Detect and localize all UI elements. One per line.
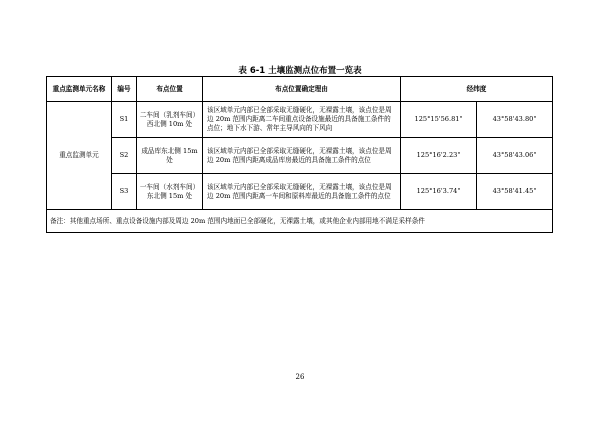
location-cell: 一车间（水剂车间）东北侧 15m 处 [137,174,203,210]
point-id-cell: S3 [112,174,137,210]
point-id-cell: S2 [112,138,137,174]
reason-cell: 该区域单元内部已全部采取无缝硬化，无裸露土壤，该点位是周边 20m 范围内距离一车间和原料库最近的具备施工条件的点位 [203,174,401,210]
table-caption: 表 6-1 土壤监测点位布置一览表 [238,66,362,76]
header-location: 布点位置 [137,77,203,102]
table-row [47,102,553,138]
note-row [47,210,553,233]
header-coords: 经纬度 [401,77,553,102]
unit-name-cell: 重点监测单元 [47,102,112,210]
point-id-cell: S1 [112,102,137,138]
longitude-cell: 125°16'2.23" [401,138,477,174]
location-cell: 二车间（乳剂车间）西北侧 10m 处 [137,102,203,138]
header-number: 编号 [112,77,137,102]
header-reason: 布点位置确定理由 [203,77,401,102]
monitoring-points-table [46,76,553,233]
table-row [47,174,553,210]
page-number: 26 [295,373,305,381]
longitude-cell: 125°16'3.74" [401,174,477,210]
reason-cell: 该区域单元内部已全部采取无缝硬化，无裸露土壤，该点位是周边 20m 范围内距离二车间重点设备设施最近的具备施工条件的点位；地下水下游、常年主导风向的下风向 [203,102,401,138]
reason-cell: 该区域单元内部已全部采取无缝硬化，无裸露土壤，该点位是周边 20m 范围内距离成品库房最近的具备施工条件的点位 [203,138,401,174]
latitude-cell: 43°58'41.45" [477,174,553,210]
header-unit: 重点监测单元名称 [47,77,112,102]
location-cell: 成品库东北侧 15m 处 [137,138,203,174]
note-cell: 备注：其他重点场所、重点设备设施内部及周边 20m 范围内地面已全部硬化，无裸露土壤，或其他企业内部用地不满足采样条件 [47,210,553,233]
header-row [47,77,553,102]
longitude-cell: 125°15'56.81" [401,102,477,138]
latitude-cell: 43°58'43.80" [477,102,553,138]
table-row [47,138,553,174]
latitude-cell: 43°58'43.06" [477,138,553,174]
